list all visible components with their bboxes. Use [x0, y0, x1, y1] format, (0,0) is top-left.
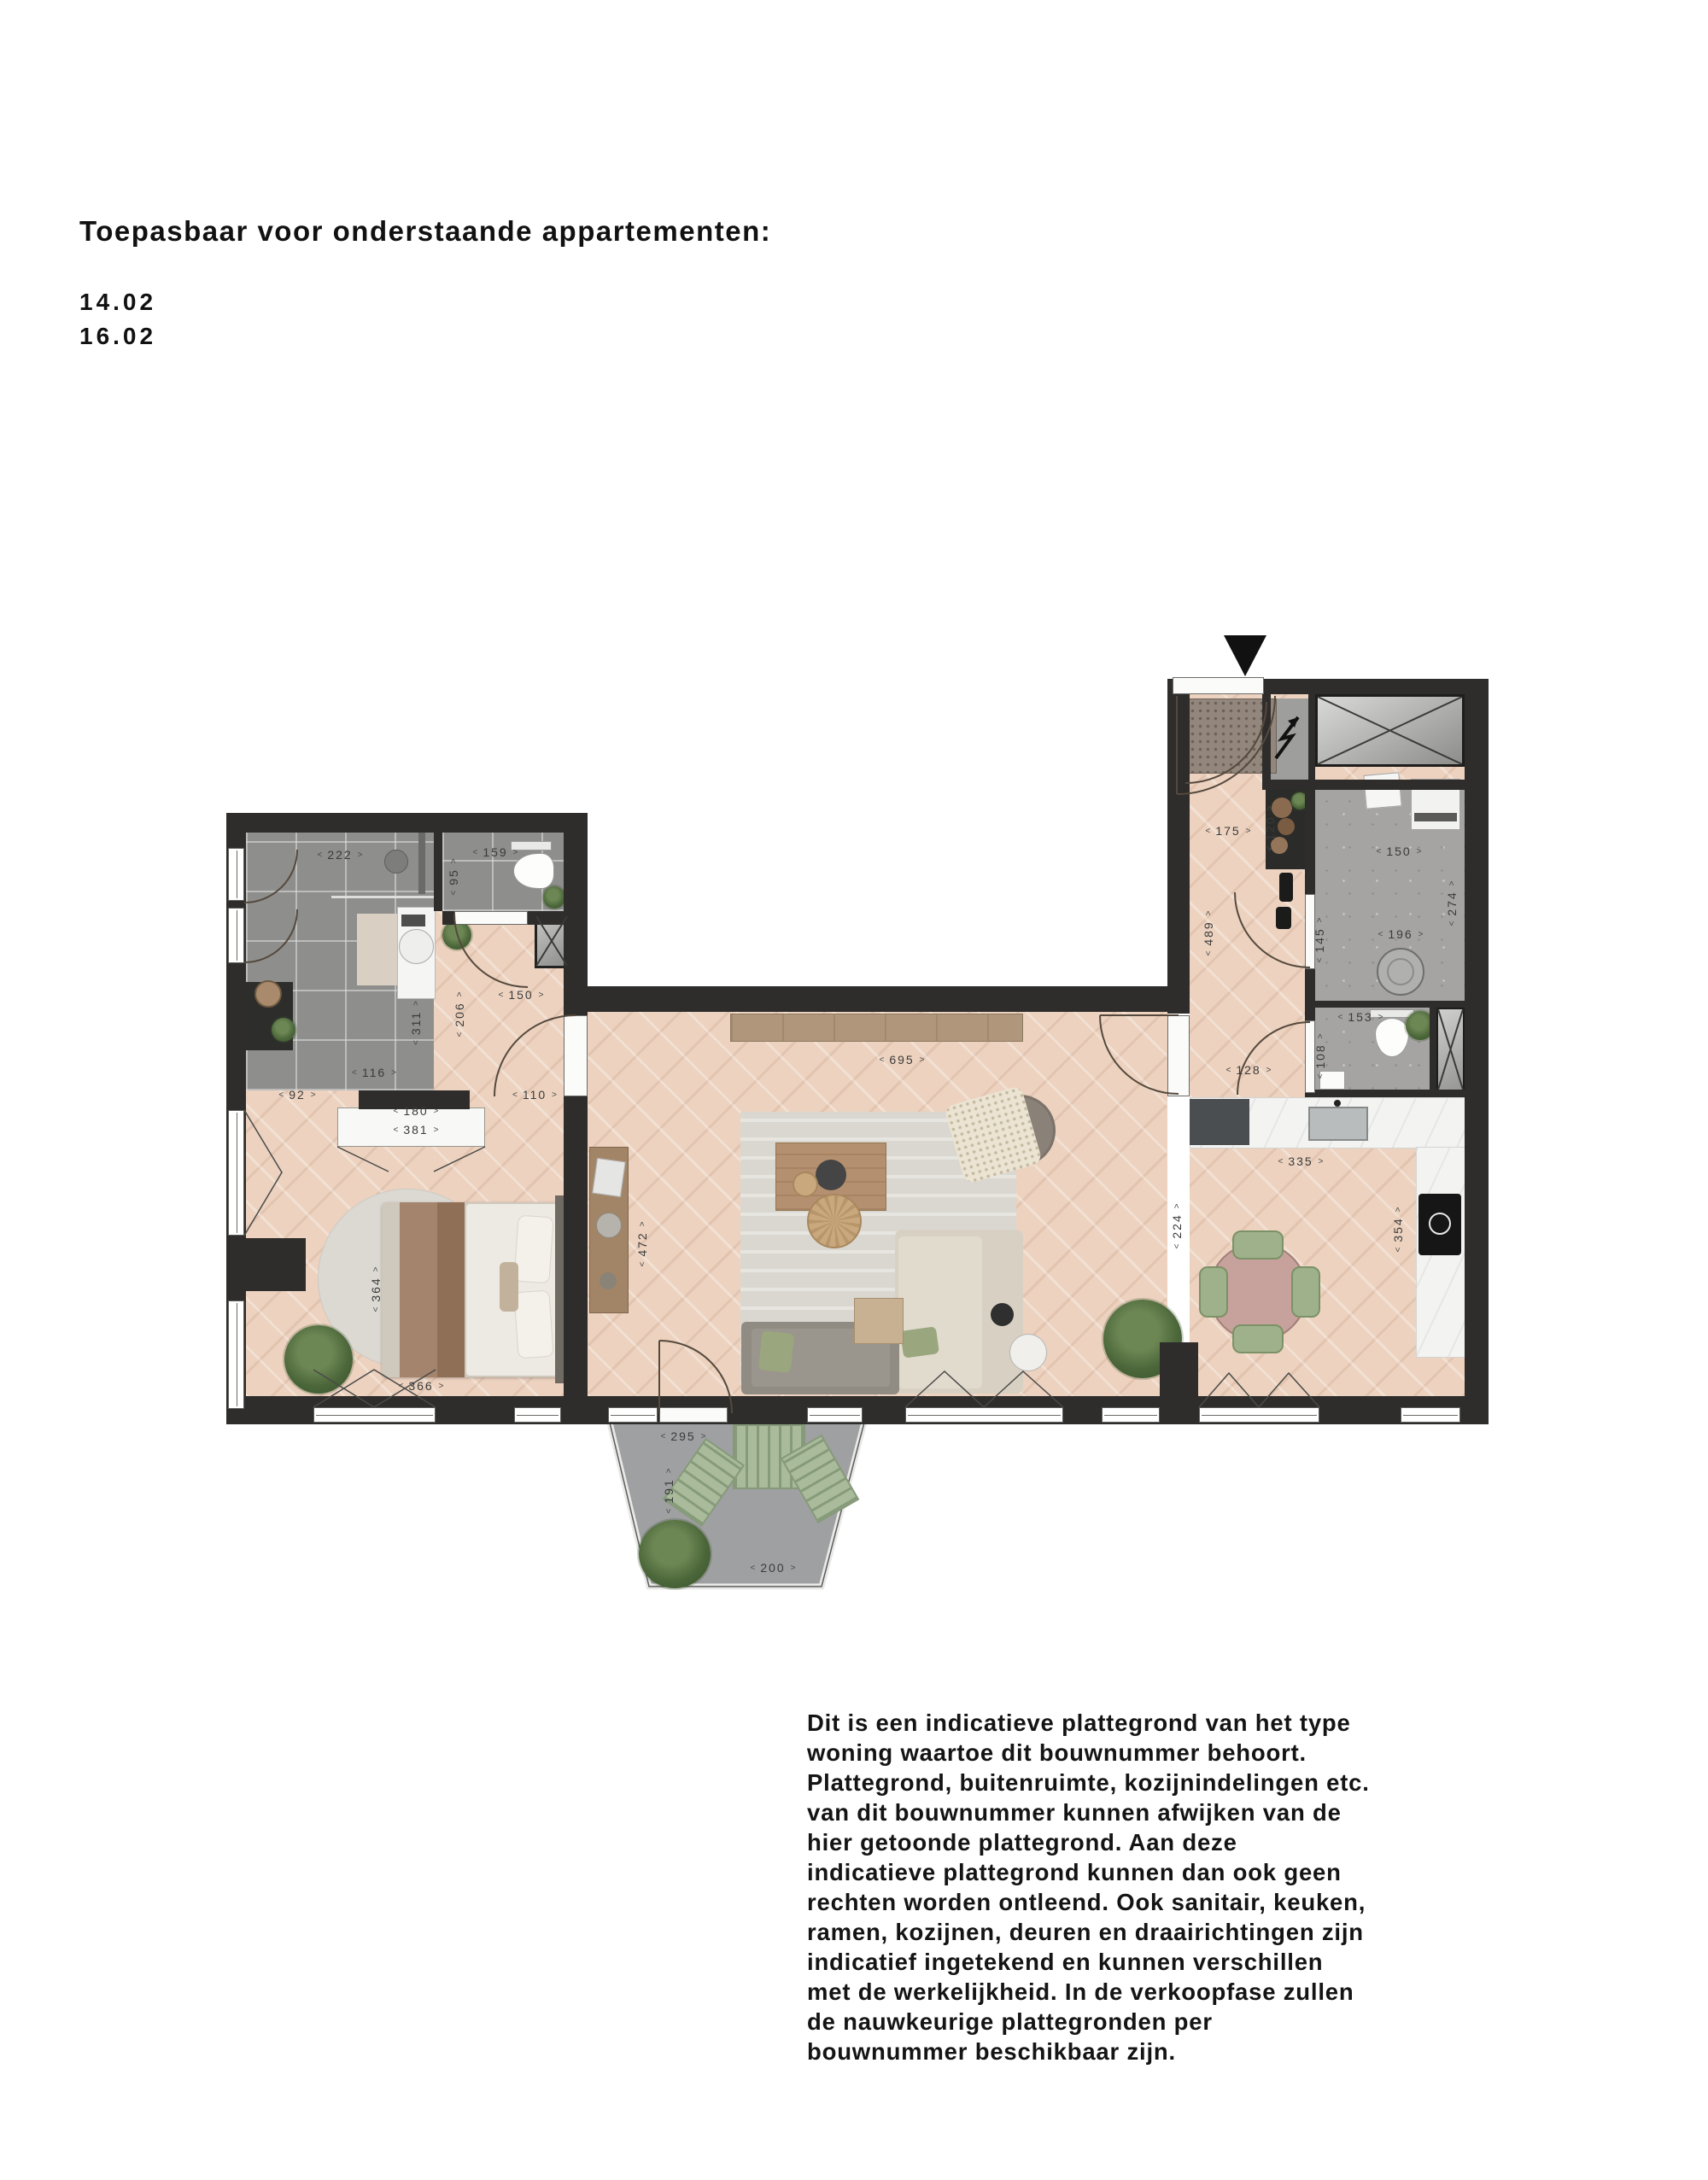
page-title: Toepasbaar voor onderstaande appartementen:: [79, 215, 772, 247]
dimension-label: < 110 >: [512, 1088, 558, 1102]
dimension-label: < 150 >: [1376, 845, 1422, 858]
disclaimer-line: woning waartoe dit bouwnummer behoort.: [807, 1739, 1307, 1766]
disclaimer-line: de nauwkeurige plattegronden per: [807, 2008, 1213, 2035]
dimension-label: < 153 >: [1337, 1010, 1383, 1024]
casement-window-symbols: [244, 1110, 1319, 1407]
dimension-label: < 159 >: [472, 845, 518, 859]
dimension-label: < 364 >: [369, 1266, 383, 1312]
disclaimer-line: Plattegrond, buitenruimte, kozijnindelingen etc.: [807, 1769, 1370, 1796]
electric-meter-icon: [1276, 717, 1298, 758]
dimension-label: < 335 >: [1278, 1154, 1324, 1168]
dimension-label: < 175 >: [1205, 824, 1251, 838]
dimension-label: < 108 >: [1313, 1033, 1327, 1079]
dimension-label: < 95 >: [447, 858, 460, 896]
dimension-label: < 354 >: [1391, 1207, 1405, 1253]
dimension-label: < 472 >: [635, 1221, 649, 1267]
dimension-label: < 145 >: [1313, 917, 1326, 963]
dimension-label: < 200 >: [750, 1561, 796, 1575]
dimension-label: < 222 >: [317, 848, 363, 862]
north-arrow-icon: [1224, 635, 1266, 676]
disclaimer-line: met de werkelijkheid. In de verkoopfase zullen: [807, 1978, 1354, 2005]
dimension-label: < 695 >: [879, 1053, 925, 1067]
dimension-label: < 92 >: [278, 1088, 316, 1102]
disclaimer-line: ramen, kozijnen, deuren en draairichtingen zijn: [807, 1919, 1364, 1945]
dimension-label: < 274 >: [1445, 880, 1459, 926]
disclaimer-line: Dit is een indicatieve plattegrond van het type: [807, 1710, 1351, 1736]
apartment-number-2: 16.02: [79, 323, 157, 349]
disclaimer-line: hier getoonde plattegrond. Aan deze: [807, 1829, 1237, 1856]
dimension-label: < 116 >: [351, 1066, 397, 1079]
disclaimer-line: indicatief ingetekend en kunnen verschillen: [807, 1949, 1324, 1975]
dimension-label: < 366 >: [398, 1379, 444, 1393]
disclaimer-line: rechten worden ontleend. Ook sanitair, keuken,: [807, 1889, 1366, 1915]
dimension-label: < 150 >: [498, 988, 544, 1002]
dimension-label: < 120 >: [1263, 805, 1277, 851]
apartment-number-1: 14.02: [79, 289, 157, 315]
dimension-label: < 196 >: [1378, 927, 1424, 941]
disclaimer-line: bouwnummer beschikbaar zijn.: [807, 2038, 1176, 2065]
dimension-label: < 128 >: [1225, 1063, 1272, 1077]
disclaimer-line: van dit bouwnummer kunnen afwijken van de: [807, 1799, 1342, 1826]
elevator-cross-icon: [536, 697, 1463, 1090]
dimension-label: < 381 >: [393, 1123, 439, 1137]
dimension-label: < 295 >: [660, 1429, 706, 1443]
disclaimer-text: [807, 1708, 1708, 2066]
disclaimer-line: indicatieve plattegrond kunnen dan ook geen: [807, 1859, 1342, 1885]
dimension-label: < 224 >: [1170, 1203, 1184, 1249]
dimension-label: < 489 >: [1202, 910, 1215, 956]
dimension-label: < 191 >: [662, 1468, 676, 1514]
dimension-label: < 206 >: [453, 991, 466, 1037]
dimension-label: < 311 >: [409, 1000, 423, 1046]
dimension-label: < 180 >: [393, 1104, 439, 1118]
